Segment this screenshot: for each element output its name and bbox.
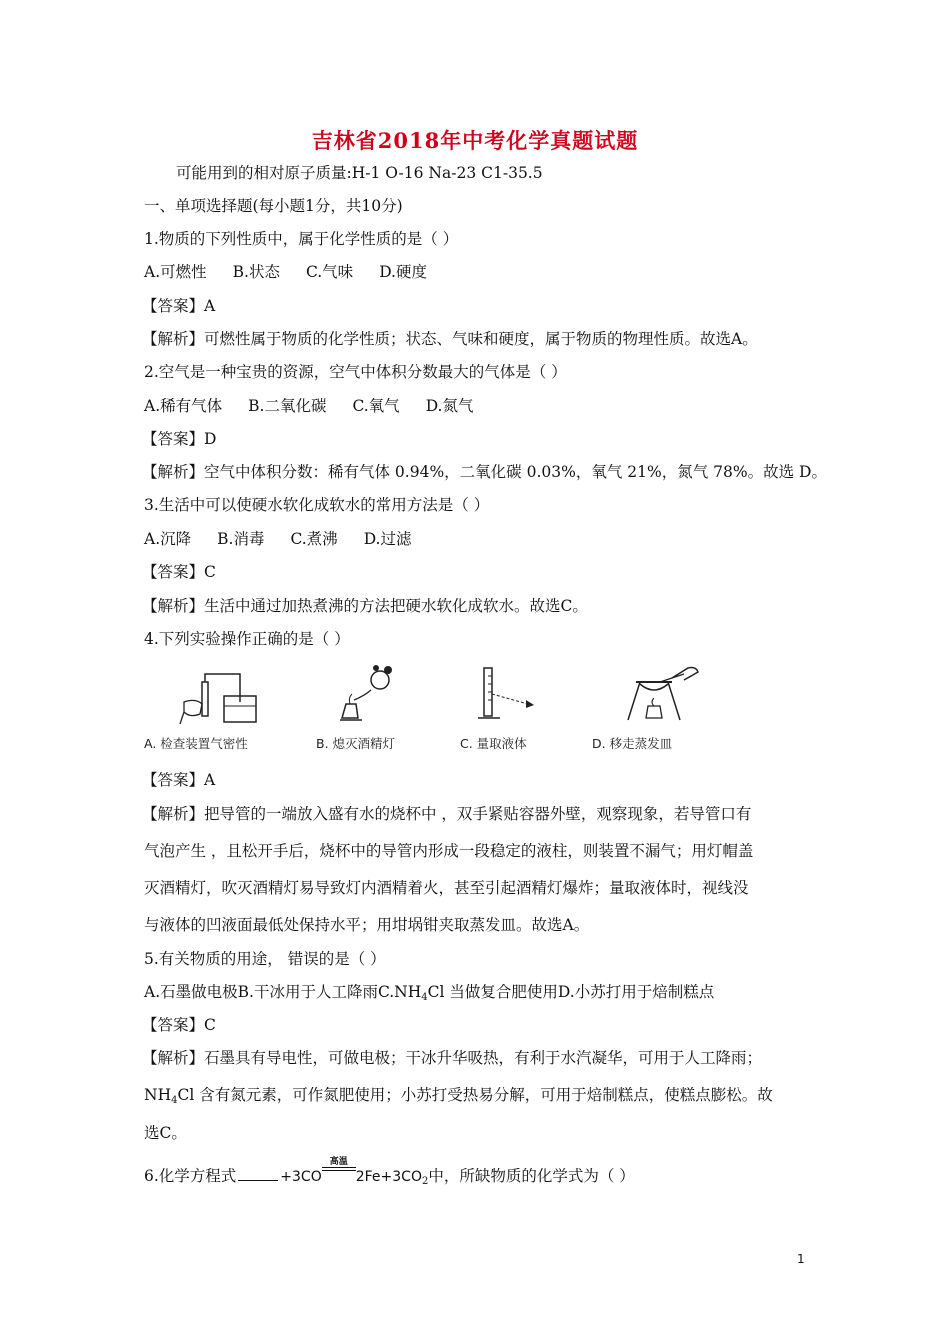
question-4-analysis-line-1: 【解析】把导管的一端放入盛有水的烧杯中 ，双手紧贴容器外壁，观察现象，若导管口有 (142, 805, 752, 823)
option-d: D.氮气 (425, 397, 474, 415)
option-c: C.煮沸 (290, 530, 338, 548)
question-3-stem: 3.生活中可以使硬水软化成软水的常用方法是（ ） (144, 496, 490, 514)
page-title: 吉林省2018年中考化学真题试题 (311, 128, 639, 153)
answer-blank (238, 1166, 278, 1181)
question-1-options (144, 262, 453, 282)
question-4-analysis-line-4: 与液体的凹液面最低处保持水平；用坩埚钳夹取蒸发皿。故选A。 (144, 916, 590, 934)
option-a: A.稀有气体 (144, 397, 223, 415)
figure-c-caption: C. 量取液体 (460, 736, 527, 751)
atomic-mass-line: 可能用到的相对原子质量:H-1 O-16 Na-23 C1-35.5 (176, 164, 543, 182)
option-c: C.气味 (305, 263, 354, 281)
option-b: B.二氧化碳 (248, 397, 327, 415)
figure-a (144, 662, 294, 754)
figure-c (460, 662, 610, 754)
question-1-answer: 【答案】A (142, 297, 216, 315)
figure-b (316, 662, 466, 754)
question-5-analysis-line-3: 选C。 (144, 1124, 187, 1142)
question-2-options (144, 396, 500, 416)
question-4-stem: 4.下列实验操作正确的是（ ） (144, 630, 350, 648)
option-b: B.状态 (232, 263, 280, 281)
question-5-answer: 【答案】C (142, 1016, 216, 1034)
question-2-answer: 【答案】D (142, 430, 217, 448)
question-5-stem: 5.有关物质的用途， 错误的是（ ） (144, 950, 386, 968)
question-2-analysis: 【解析】空气中体积分数：稀有气体 0.94%，二氧化碳 0.03%，氧气 21%，氮气 78%。故选 D。 (142, 463, 827, 481)
question-6-stem: 6.化学方程式 +3CO 高温 $2Fe+3CO_2$中，所缺物质的化学式为（ ） (144, 1157, 635, 1187)
option-a: A.可燃性 (144, 263, 207, 281)
option-a: A.石墨做电极 (144, 983, 238, 1001)
question-5-analysis-line-1: 【解析】石墨具有导电性，可做电极；干冰升华吸热，有利于水汽凝华，可用于人工降雨； (142, 1049, 763, 1067)
remove-evaporating-dish-illustration (592, 662, 742, 732)
question-2-stem: 2.空气是一种宝贵的资源，空气中体积分数最大的气体是（ ） (144, 363, 567, 381)
option-a: A.沉降 (144, 530, 192, 548)
figure-d-caption: D. 移走蒸发皿 (592, 736, 673, 751)
figure-a-caption: A. 检查装置气密性 (144, 736, 248, 751)
question-4-answer: 【答案】A (142, 771, 216, 789)
figure-b-caption: B. 熄灭酒精灯 (316, 736, 396, 751)
section-heading: 一、单项选择题(每小题1分，共10分) (144, 197, 403, 215)
option-b: B.干冰用于人工降雨 (237, 983, 378, 1001)
question-1-analysis: 【解析】可燃性属于物质的化学性质；状态、气味和硬度，属于物质的物理性质。故选A。 (142, 330, 758, 348)
option-c: C.氧气 (352, 397, 400, 415)
blow-out-lamp-illustration (316, 662, 466, 732)
option-d: D.硬度 (379, 263, 427, 281)
question-5-options (144, 982, 714, 1008)
option-c: $C.NH_4Cl$ 当做复合肥使用 (377, 983, 558, 1003)
page-number: 1 (797, 1252, 805, 1266)
question-3-options (144, 529, 438, 549)
option-d: D.过滤 (363, 530, 412, 548)
question-3-answer: 【答案】C (142, 563, 216, 581)
option-d: D.小苏打用于焙制糕点 (557, 983, 715, 1001)
question-5-analysis-line-2: $NH_4Cl$ 含有氮元素，可作氮肥使用；小苏打受热易分解，可用于焙制糕点，使糕点膨松。故 (144, 1086, 773, 1106)
measure-liquid-illustration (460, 662, 610, 732)
question-1-stem: 1.物质的下列性质中，属于化学性质的是（ ） (144, 230, 459, 248)
question-4-analysis-line-2: 气泡产生 ，且松开手后，烧杯中的导管内形成一段稳定的液柱，则装置不漏气；用灯帽盖 (144, 842, 754, 860)
question-3-analysis: 【解析】生活中通过加热煮沸的方法把硬水软化成软水。故选C。 (142, 597, 588, 615)
question-4-figures (144, 662, 704, 754)
airtightness-check-illustration (144, 662, 294, 732)
reaction-condition: 高温 (322, 1161, 356, 1181)
option-b: B.消毒 (217, 530, 265, 548)
figure-d (592, 662, 742, 754)
question-4-analysis-line-3: 灭酒精灯，吹灭酒精灯易导致灯内酒精着火，甚至引起酒精灯爆炸；量取液体时，视线没 (144, 879, 749, 897)
